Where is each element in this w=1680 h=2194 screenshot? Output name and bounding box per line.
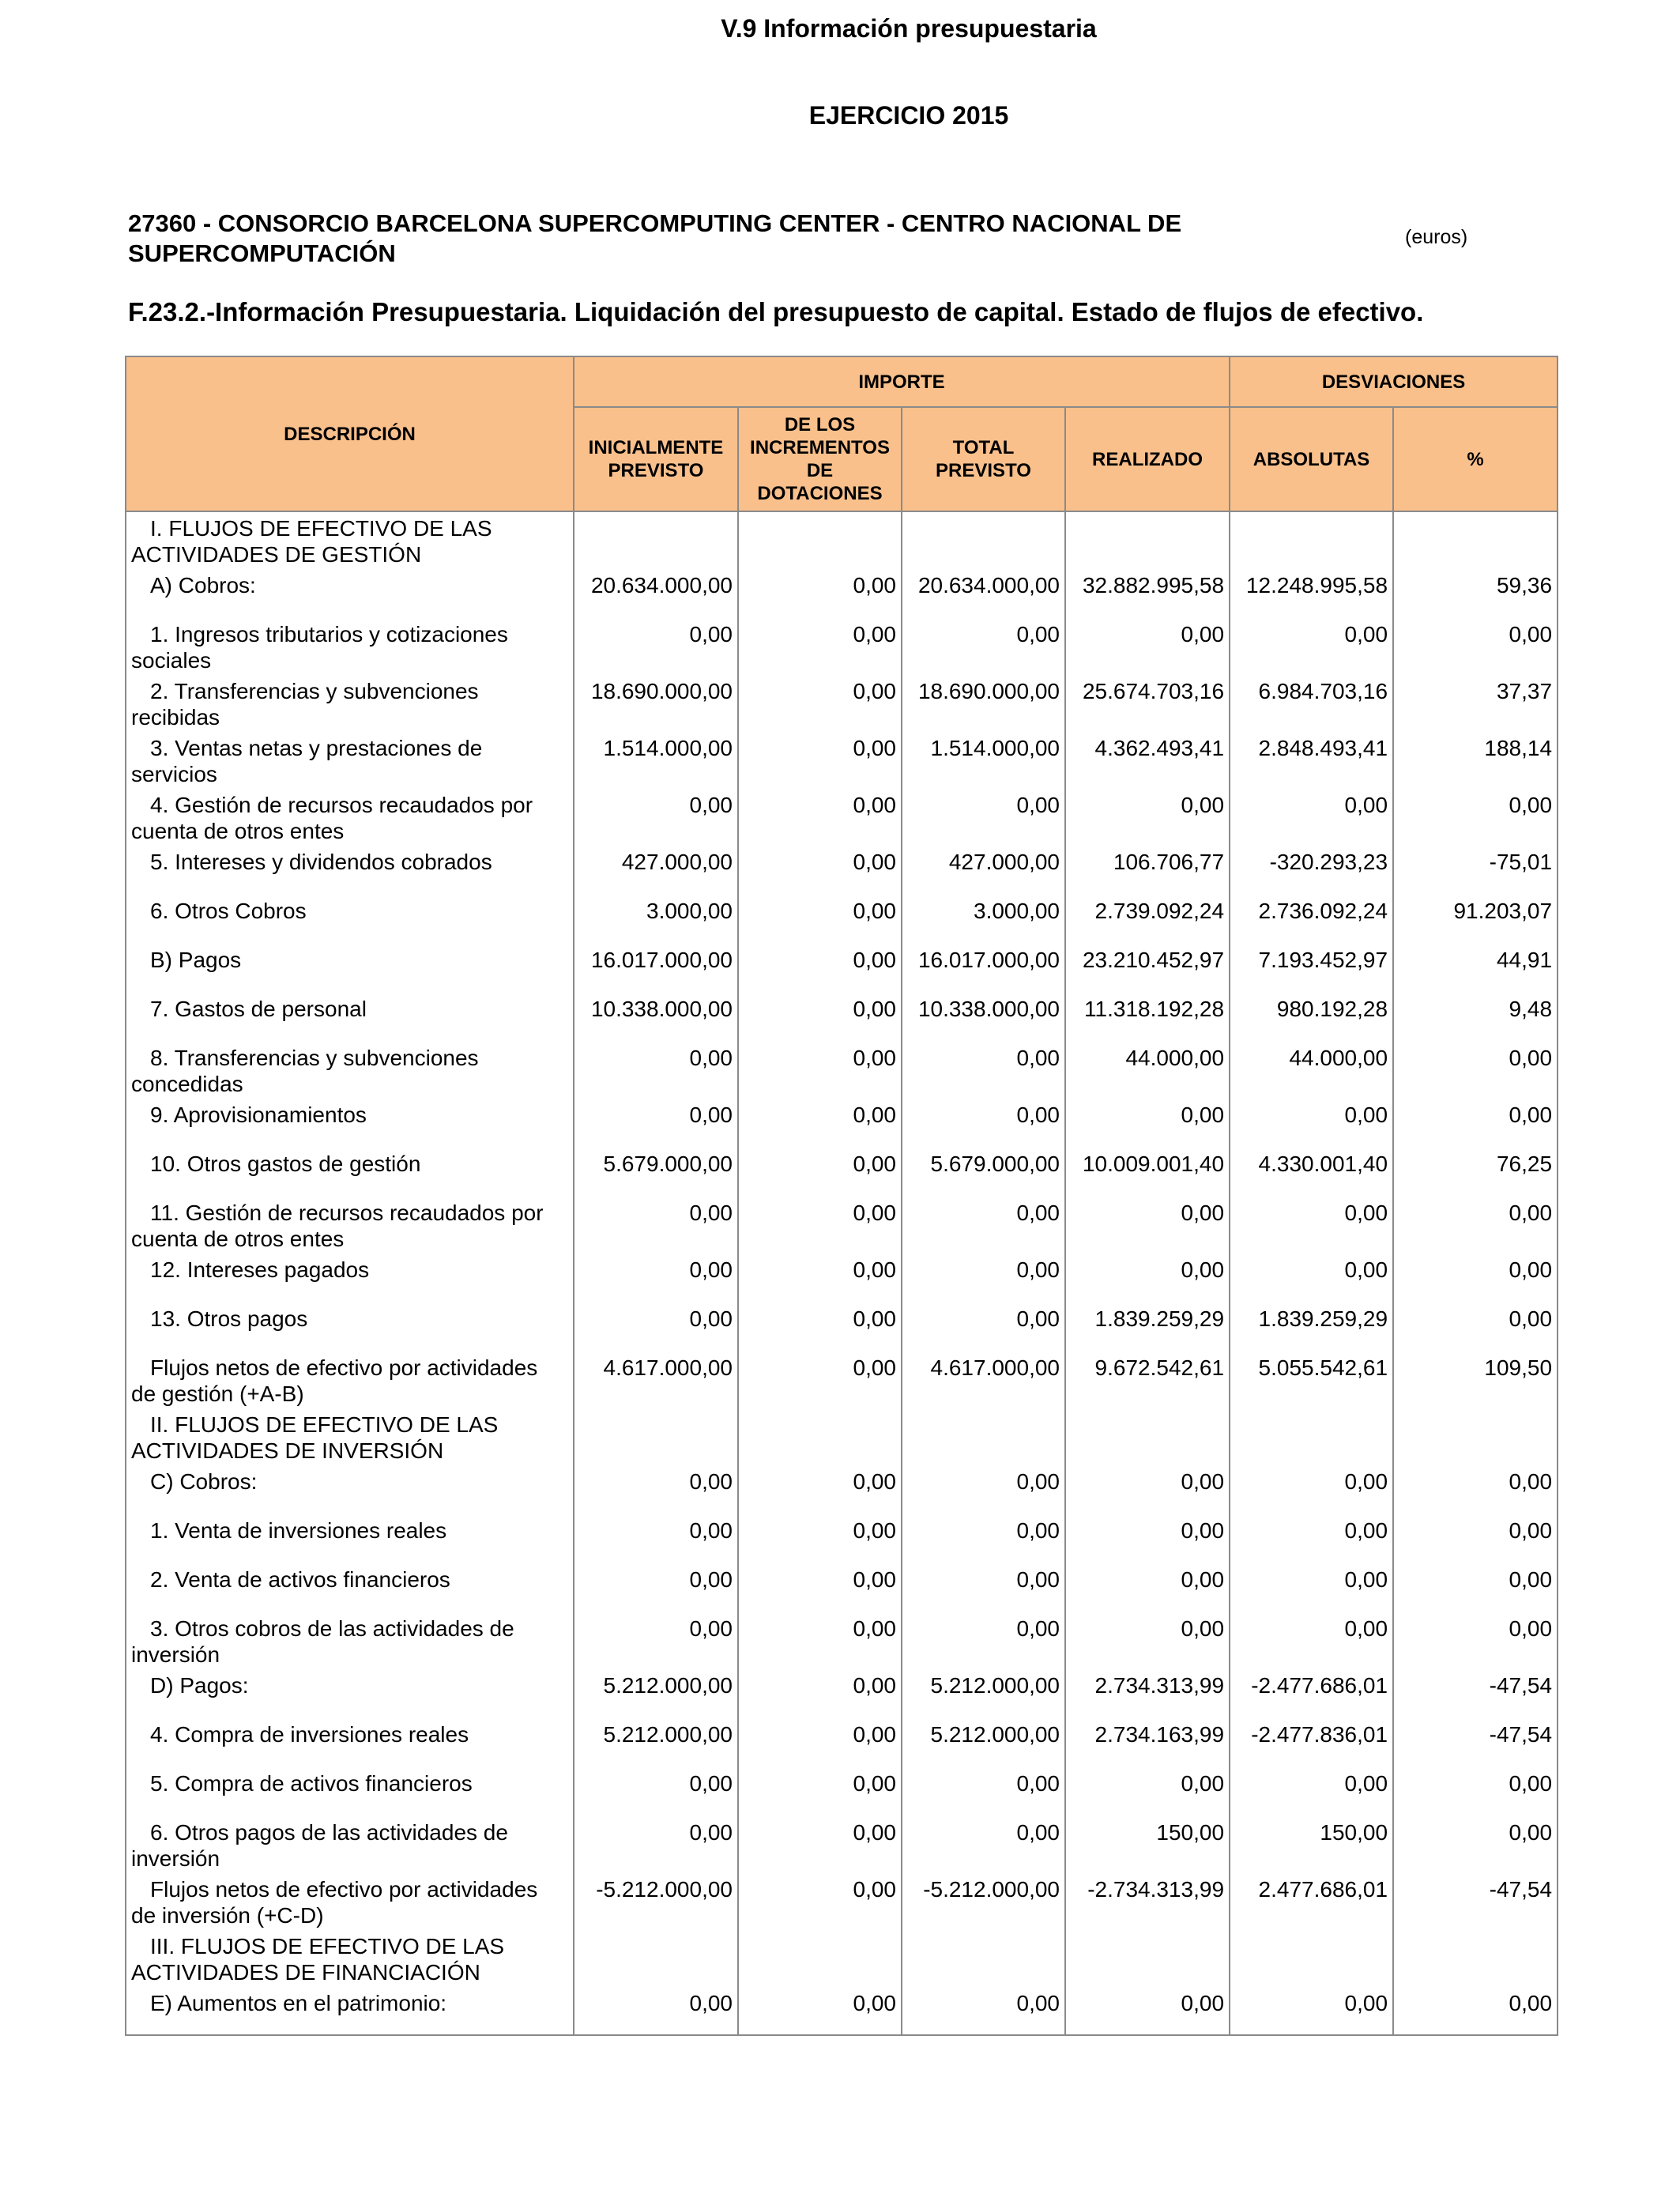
absolutas-cell [1230,1407,1393,1464]
row-description-text: B) Pagos [150,948,242,972]
absolutas-cell: 0,00 [1230,1513,1393,1562]
incrementos-cell: 0,00 [738,1301,902,1350]
incrementos-cell: 0,00 [738,787,902,844]
table-row [126,1668,1558,1717]
row-description-text: 2. Venta de activos financieros [150,1567,450,1592]
row-description-text: 4. Compra de inversiones reales [150,1722,469,1747]
row-description-text: 3. Otros cobros de las actividades de inversión [131,1616,514,1667]
table-row [126,1407,1558,1464]
table-row [126,1872,1558,1928]
realizado-cell: 0,00 [1065,1562,1230,1611]
absolutas-cell: -2.477.836,01 [1230,1717,1393,1766]
col-header-importe: IMPORTE [574,356,1230,407]
absolutas-cell: 2.736.092,24 [1230,893,1393,942]
cash-flow-table [125,356,1558,2036]
incrementos-cell: 0,00 [738,1513,902,1562]
inicial-cell: 0,00 [574,1611,738,1668]
incrementos-cell: 0,00 [738,1464,902,1513]
absolutas-cell: 0,00 [1230,1097,1393,1146]
inicial-cell: 1.514.000,00 [574,730,738,787]
absolutas-cell: 0,00 [1230,1195,1393,1252]
table-row [126,1040,1558,1097]
total-cell: 427.000,00 [902,844,1065,893]
row-description-text: Flujos netos de efectivo por actividades de gestión (+A-B) [131,1355,538,1406]
incrementos-cell: 0,00 [738,1815,902,1872]
total-cell: 0,00 [902,1301,1065,1350]
incrementos-cell [738,1928,902,1985]
realizado-cell: 11.318.192,28 [1065,991,1230,1040]
inicial-cell: 0,00 [574,1097,738,1146]
row-description [126,1195,574,1252]
pct-cell: 0,00 [1393,1252,1558,1301]
inicial-cell: 10.338.000,00 [574,991,738,1040]
table-row [126,1985,1558,2035]
realizado-cell [1065,1928,1230,1985]
absolutas-cell: 6.984.703,16 [1230,673,1393,730]
row-description-text: 5. Intereses y dividendos cobrados [150,850,492,874]
row-description-text: C) Cobros: [150,1469,258,1494]
realizado-cell: 1.839.259,29 [1065,1301,1230,1350]
inicial-cell: 20.634.000,00 [574,567,738,616]
realizado-cell: 0,00 [1065,616,1230,673]
realizado-cell: -2.734.313,99 [1065,1872,1230,1928]
pct-cell: 9,48 [1393,991,1558,1040]
pct-cell: 0,00 [1393,1040,1558,1097]
absolutas-cell: 1.839.259,29 [1230,1301,1393,1350]
realizado-cell: 4.362.493,41 [1065,730,1230,787]
pct-cell: 109,50 [1393,1350,1558,1407]
col-header-absolutas: ABSOLUTAS [1230,407,1393,511]
total-cell: 0,00 [902,616,1065,673]
inicial-cell: 0,00 [574,787,738,844]
row-description [126,1985,574,2035]
pct-cell [1393,511,1558,567]
pct-cell: 188,14 [1393,730,1558,787]
row-description [126,1717,574,1766]
row-description [126,787,574,844]
table-row [126,673,1558,730]
inicial-cell: 18.690.000,00 [574,673,738,730]
inicial-cell: 3.000,00 [574,893,738,942]
row-description [126,1668,574,1717]
inicial-cell: 0,00 [574,1815,738,1872]
row-description [126,567,574,616]
row-description-text: I. FLUJOS DE EFECTIVO DE LAS ACTIVIDADES DE GESTIÓN [131,516,492,567]
row-description [126,893,574,942]
pct-cell: 0,00 [1393,616,1558,673]
total-cell: 0,00 [902,1985,1065,2035]
total-cell: 20.634.000,00 [902,567,1065,616]
realizado-cell: 10.009.001,40 [1065,1146,1230,1195]
absolutas-cell: 5.055.542,61 [1230,1350,1393,1407]
row-description-text: 7. Gastos de personal [150,997,367,1021]
pct-cell: 0,00 [1393,1301,1558,1350]
incrementos-cell: 0,00 [738,1985,902,2035]
row-description [126,1350,574,1407]
incrementos-cell: 0,00 [738,673,902,730]
table-row [126,567,1558,616]
table-row [126,1562,1558,1611]
pct-cell: 0,00 [1393,787,1558,844]
row-description [126,1611,574,1668]
absolutas-cell: 0,00 [1230,787,1393,844]
pct-cell: 76,25 [1393,1146,1558,1195]
inicial-cell: 5.212.000,00 [574,1717,738,1766]
realizado-cell: 44.000,00 [1065,1040,1230,1097]
row-description [126,1562,574,1611]
pct-cell: 0,00 [1393,1766,1558,1815]
absolutas-cell: 4.330.001,40 [1230,1146,1393,1195]
inicial-cell: 0,00 [574,1766,738,1815]
absolutas-cell: 7.193.452,97 [1230,942,1393,991]
row-description-text: 2. Transferencias y subvenciones recibidas [131,679,479,729]
row-description [126,942,574,991]
col-header-desviaciones: DESVIACIONES [1230,356,1558,407]
row-description [126,1872,574,1928]
pct-cell [1393,1407,1558,1464]
table-row [126,844,1558,893]
inicial-cell: -5.212.000,00 [574,1872,738,1928]
table-row [126,1717,1558,1766]
row-description [126,1252,574,1301]
realizado-cell: 25.674.703,16 [1065,673,1230,730]
row-description [126,1146,574,1195]
table-row [126,511,1558,567]
table-row [126,1252,1558,1301]
absolutas-cell: 0,00 [1230,1611,1393,1668]
table-row [126,942,1558,991]
realizado-cell: 2.739.092,24 [1065,893,1230,942]
row-description-text: 8. Transferencias y subvenciones concedidas [131,1046,479,1096]
row-description-text: 1. Ingresos tributarios y cotizaciones sociales [131,622,508,673]
inicial-cell [574,1407,738,1464]
row-description-text: 12. Intereses pagados [150,1257,370,1282]
row-description-text: 6. Otros Cobros [150,899,307,923]
total-cell: 4.617.000,00 [902,1350,1065,1407]
row-description [126,1301,574,1350]
row-description [126,844,574,893]
total-cell: 5.212.000,00 [902,1668,1065,1717]
col-header-pct: % [1393,407,1558,511]
pct-cell: 0,00 [1393,1464,1558,1513]
row-description-text: 6. Otros pagos de las actividades de inversión [131,1820,508,1871]
total-cell [902,1928,1065,1985]
total-cell: -5.212.000,00 [902,1872,1065,1928]
row-description-text: 1. Venta de inversiones reales [150,1518,447,1543]
inicial-cell: 0,00 [574,1464,738,1513]
table-row [126,893,1558,942]
inicial-cell: 0,00 [574,1301,738,1350]
row-description [126,511,574,567]
inicial-cell: 0,00 [574,1195,738,1252]
total-cell: 3.000,00 [902,893,1065,942]
absolutas-cell: 0,00 [1230,1766,1393,1815]
absolutas-cell: 0,00 [1230,616,1393,673]
table-row [126,991,1558,1040]
table-row [126,1464,1558,1513]
exercise-title: EJERCICIO 2015 [808,101,1009,130]
total-cell: 5.212.000,00 [902,1717,1065,1766]
total-cell: 0,00 [902,1097,1065,1146]
total-cell [902,1407,1065,1464]
total-cell: 0,00 [902,1252,1065,1301]
total-cell: 0,00 [902,1464,1065,1513]
inicial-cell: 5.212.000,00 [574,1668,738,1717]
realizado-cell: 0,00 [1065,1513,1230,1562]
row-description [126,1097,574,1146]
absolutas-cell: -320.293,23 [1230,844,1393,893]
realizado-cell [1065,511,1230,567]
inicial-cell: 0,00 [574,616,738,673]
col-header-total: TOTAL PREVISTO [902,407,1065,511]
absolutas-cell: 150,00 [1230,1815,1393,1872]
realizado-cell: 0,00 [1065,787,1230,844]
pct-cell: -47,54 [1393,1668,1558,1717]
incrementos-cell: 0,00 [738,1562,902,1611]
incrementos-cell: 0,00 [738,1040,902,1097]
inicial-cell [574,511,738,567]
table-row [126,1195,1558,1252]
realizado-cell: 2.734.313,99 [1065,1668,1230,1717]
inicial-cell: 0,00 [574,1252,738,1301]
row-description [126,1928,574,1985]
row-description-text: 3. Ventas netas y prestaciones de servicios [131,736,483,786]
pct-cell: -47,54 [1393,1872,1558,1928]
realizado-cell: 106.706,77 [1065,844,1230,893]
inicial-cell: 0,00 [574,1513,738,1562]
table-row [126,1097,1558,1146]
absolutas-cell: 2.477.686,01 [1230,1872,1393,1928]
row-description [126,1040,574,1097]
row-description-text: 13. Otros pagos [150,1306,308,1331]
incrementos-cell: 0,00 [738,893,902,942]
row-description [126,1464,574,1513]
table-row [126,1350,1558,1407]
absolutas-cell: 44.000,00 [1230,1040,1393,1097]
pct-cell: 59,36 [1393,567,1558,616]
pct-cell: 0,00 [1393,1985,1558,2035]
incrementos-cell: 0,00 [738,1252,902,1301]
pct-cell: -47,54 [1393,1717,1558,1766]
total-cell: 0,00 [902,1611,1065,1668]
total-cell: 5.679.000,00 [902,1146,1065,1195]
pct-cell: 44,91 [1393,942,1558,991]
row-description [126,1815,574,1872]
realizado-cell: 0,00 [1065,1766,1230,1815]
row-description [126,1766,574,1815]
incrementos-cell: 0,00 [738,942,902,991]
absolutas-cell: -2.477.686,01 [1230,1668,1393,1717]
absolutas-cell [1230,511,1393,567]
realizado-cell: 9.672.542,61 [1065,1350,1230,1407]
pct-cell: -75,01 [1393,844,1558,893]
row-description-text: 10. Otros gastos de gestión [150,1152,421,1176]
incrementos-cell [738,1407,902,1464]
inicial-cell [574,1928,738,1985]
report-subtitle: F.23.2.-Información Presupuestaria. Liquidación del presupuesto de capital. Estado de flujos de efectivo. [128,297,1424,326]
total-cell: 0,00 [902,787,1065,844]
inicial-cell: 4.617.000,00 [574,1350,738,1407]
table-header [126,356,1558,511]
row-description [126,730,574,787]
table-row [126,730,1558,787]
row-description-text: II. FLUJOS DE EFECTIVO DE LAS ACTIVIDADES DE INVERSIÓN [131,1412,499,1463]
table-row [126,1301,1558,1350]
row-description [126,1407,574,1464]
incrementos-cell: 0,00 [738,567,902,616]
section-title: V.9 Información presupuestaria [721,14,1097,43]
realizado-cell: 0,00 [1065,1611,1230,1668]
inicial-cell: 427.000,00 [574,844,738,893]
incrementos-cell: 0,00 [738,1872,902,1928]
row-description [126,991,574,1040]
table-row [126,1928,1558,1985]
inicial-cell: 0,00 [574,1562,738,1611]
realizado-cell: 32.882.995,58 [1065,567,1230,616]
pct-cell: 91.203,07 [1393,893,1558,942]
row-description-text: A) Cobros: [150,573,256,598]
absolutas-cell: 0,00 [1230,1464,1393,1513]
incrementos-cell: 0,00 [738,1668,902,1717]
inicial-cell: 16.017.000,00 [574,942,738,991]
table-row [126,1815,1558,1872]
incrementos-cell: 0,00 [738,991,902,1040]
total-cell: 0,00 [902,1562,1065,1611]
row-description-text: E) Aumentos en el patrimonio: [150,1991,447,2015]
realizado-cell: 150,00 [1065,1815,1230,1872]
row-description [126,616,574,673]
realizado-cell: 0,00 [1065,1097,1230,1146]
table-row [126,1766,1558,1815]
realizado-cell: 0,00 [1065,1985,1230,2035]
pct-cell: 0,00 [1393,1513,1558,1562]
incrementos-cell: 0,00 [738,616,902,673]
row-description [126,1513,574,1562]
realizado-cell: 0,00 [1065,1464,1230,1513]
realizado-cell: 0,00 [1065,1195,1230,1252]
total-cell: 18.690.000,00 [902,673,1065,730]
total-cell: 0,00 [902,1513,1065,1562]
incrementos-cell: 0,00 [738,844,902,893]
row-description-text: 11. Gestión de recursos recaudados por cuenta de otros entes [131,1201,544,1251]
absolutas-cell: 980.192,28 [1230,991,1393,1040]
pct-cell: 0,00 [1393,1195,1558,1252]
realizado-cell [1065,1407,1230,1464]
row-description-text: D) Pagos: [150,1673,249,1698]
incrementos-cell: 0,00 [738,1717,902,1766]
units-label: (euros) [1405,226,1468,248]
absolutas-cell: 12.248.995,58 [1230,567,1393,616]
row-description-text: Flujos netos de efectivo por actividades de inversión (+C-D) [131,1877,538,1928]
table-row [126,1611,1558,1668]
pct-cell: 0,00 [1393,1562,1558,1611]
incrementos-cell: 0,00 [738,1146,902,1195]
absolutas-cell: 0,00 [1230,1985,1393,2035]
row-description-text: III. FLUJOS DE EFECTIVO DE LAS ACTIVIDADES DE FINANCIACIÓN [131,1934,505,1985]
col-header-description: DESCRIPCIÓN [126,356,574,511]
table-row [126,787,1558,844]
row-description [126,673,574,730]
total-cell: 0,00 [902,1766,1065,1815]
incrementos-cell: 0,00 [738,1350,902,1407]
pct-cell: 0,00 [1393,1097,1558,1146]
inicial-cell: 0,00 [574,1985,738,2035]
realizado-cell: 23.210.452,97 [1065,942,1230,991]
pct-cell [1393,1928,1558,1985]
table-row [126,1146,1558,1195]
incrementos-cell: 0,00 [738,730,902,787]
incrementos-cell: 0,00 [738,1766,902,1815]
row-description-text: 5. Compra de activos financieros [150,1771,473,1796]
absolutas-cell: 0,00 [1230,1562,1393,1611]
row-description-text: 4. Gestión de recursos recaudados por cuenta de otros entes [131,793,533,843]
incrementos-cell: 0,00 [738,1097,902,1146]
table-body [126,511,1558,2035]
col-header-inicial: INICIALMENTE PREVISTO [574,407,738,511]
inicial-cell: 0,00 [574,1040,738,1097]
absolutas-cell: 2.848.493,41 [1230,730,1393,787]
col-header-realizado: REALIZADO [1065,407,1230,511]
total-cell: 0,00 [902,1195,1065,1252]
total-cell: 0,00 [902,1815,1065,1872]
table-row [126,1513,1558,1562]
entity-title: 27360 - CONSORCIO BARCELONA SUPERCOMPUTING CENTER - CENTRO NACIONAL DE SUPERCOMPUTACIÓN [128,209,1182,267]
inicial-cell: 5.679.000,00 [574,1146,738,1195]
incrementos-cell: 0,00 [738,1611,902,1668]
pct-cell: 0,00 [1393,1815,1558,1872]
table-row [126,616,1558,673]
incrementos-cell: 0,00 [738,1195,902,1252]
pct-cell: 0,00 [1393,1611,1558,1668]
total-cell: 10.338.000,00 [902,991,1065,1040]
realizado-cell: 2.734.163,99 [1065,1717,1230,1766]
incrementos-cell [738,511,902,567]
absolutas-cell [1230,1928,1393,1985]
total-cell: 0,00 [902,1040,1065,1097]
pct-cell: 37,37 [1393,673,1558,730]
row-description-text: 9. Aprovisionamientos [150,1103,367,1127]
absolutas-cell: 0,00 [1230,1252,1393,1301]
total-cell [902,511,1065,567]
total-cell: 1.514.000,00 [902,730,1065,787]
total-cell: 16.017.000,00 [902,942,1065,991]
col-header-incrementos: DE LOS INCREMENTOS DE DOTACIONES [738,407,902,511]
realizado-cell: 0,00 [1065,1252,1230,1301]
